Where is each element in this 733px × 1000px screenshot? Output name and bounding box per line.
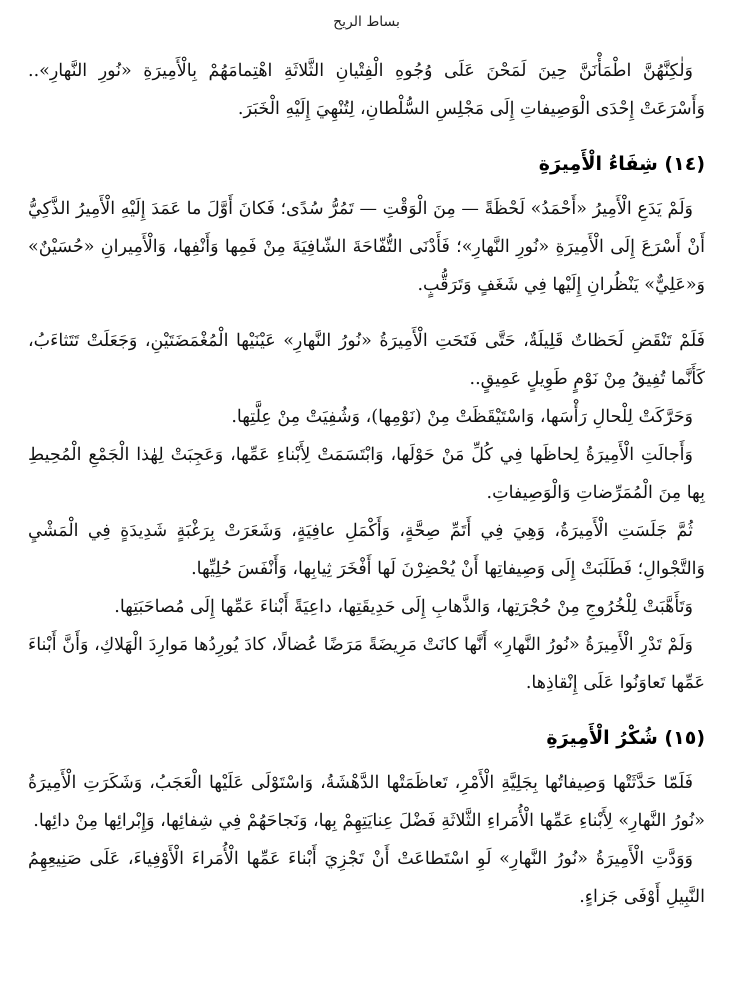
section-15-paragraph-1: فَلَمّا حَدَّثَتْها وَصِيفاتُها بِجَلِيَّةِ الْأَمْرِ، تَعاظَمَتْها الدَّهْشَةُ، وَاسْتَوْلَى عَلَيْها الْعَجَبُ، وَشَكَرَتِ الْأَمِيرَةُ «نُورُ النَّهارِ» لِأَبْناءِ عَمِّها الْأُمَراءِ الثَّلاثَةِ فَضْلَ عِنايَتِهِمْ بِها، وَنَجاحَهُمْ فِي شِفائِها، وَإِبْرائِها مِنْ دائِها. <box>28 773 705 831</box>
section-15-paragraph-2: وَوَدَّتِ الْأَمِيرَةُ «نُورُ النَّهارِ» لَوِ اسْتَطاعَتْ أَنْ تَجْزِيَ أَبْناءَ عَمِّها الْأُمَراءَ الْأَوْفِياءَ، عَلَى صَنِيعِهِمُ النَّبِيلِ أَوْفَى جَزاءٍ. <box>28 849 705 907</box>
section-14-paragraph-6: وَتَأَهَّبَتْ لِلْخُرُوجِ مِنْ حُجْرَتِها، وَالذَّهابِ إِلَى حَدِيقَتِها، داعِيَةً أَبْناءَ عَمِّها إِلَى مُصاحَبَتِها. <box>114 597 693 617</box>
section-14-paragraph-3: وَحَرَّكَتْ لِلْحالِ رَأْسَها، وَاسْتَيْقَظَتْ مِنْ (نَوْمِها)، وَشُفِيَتْ مِنْ عِلَّتِها. <box>231 407 693 427</box>
section-14-paragraph-5: ثُمَّ جَلَسَتِ الْأَمِيرَةُ، وَهِيَ فِي أَتَمِّ صِحَّةٍ، وَأَكْمَلِ عافِيَةٍ، وَشَعَرَتْ بِرَغْبَةٍ شَدِيدَةٍ فِي الْمَشْيِ وَالتَّجْوالِ؛ فَطَلَبَتْ إِلَى وَصِيفاتِها أَنْ يُحْضِرْنَ لَها أَفْخَرَ ثِيابِها، وَأَنْفَسَ حُلِيِّها. <box>28 521 705 579</box>
running-header: بساط الريح <box>333 14 400 30</box>
section-14-paragraph-7: وَلَمْ تَدْرِ الْأَمِيرَةُ «نُورُ النَّهارِ» أَنَّها كانَتْ مَرِيضَةً مَرَضًا عُضالًا، كادَ يُورِدُها مَوارِدَ الْهَلاكِ، وَأَنَّ أَبْناءَ عَمِّها تَعاوَنُوا عَلَى إِنْقاذِها. <box>28 635 705 693</box>
section-14-paragraph-4: وَأَجالَتِ الْأَمِيرَةُ لِحاظَها فِي كُلِّ مَنْ حَوْلَها، وَابْتَسَمَتْ لِأَبْناءِ عَمِّها، وَعَجِبَتْ لِهٰذا الْجَمْعِ الْمُحِيطِ بِها مِنَ الْمُمَرِّضاتِ وَالْوَصِيفاتِ. <box>28 445 705 503</box>
section-14-paragraph-1: وَلَمْ يَدَعِ الْأَمِيرُ «أَحْمَدُ» لَحْظَةً — مِنَ الْوَقْتِ — تَمُرُّ سُدًى؛ فَكانَ أَوَّلَ ما عَمَدَ إِلَيْهِ الْأَمِيرُ الذَّكِيُّ أَنْ أَسْرَعَ إِلَى الْأَمِيرَةِ «نُورِ النَّهارِ»؛ فَأَدْنَى التُّفّاحَةَ الشّافِيَةَ مِنْ فَمِها وَأَنْفِها، وَالْأَمِيرانِ «حُسَيْنٌ» وَ«عَلِيٌّ» يَنْظُرانِ إِلَيْها فِي شَغَفٍ وَتَرَقُّبٍ. <box>28 199 705 295</box>
intro-paragraph: وَلٰكِنَّهُنَّ اطْمَأْنَنَّ حِينَ لَمَحْنَ عَلَى وُجُوهِ الْفِتْيانِ الثَّلاثَةِ اهْتِمامَهُمْ بِالْأَمِيرَةِ «نُورِ النَّهارِ».. وَأَسْرَعَتْ إِحْدَى الْوَصِيفاتِ إِلَى مَجْلِسِ السُّلْطانِ، لِتُنْهِيَ إِلَيْهِ الْخَبَرَ. <box>28 61 705 119</box>
section-14-heading: (١٤) شِفَاءُ الْأَمِيرَةِ <box>538 153 705 175</box>
body-text <box>28 52 705 916</box>
section-15-heading: (١٥) شُكْرُ الْأَمِيرَةِ <box>546 727 705 749</box>
section-14-paragraph-2: فَلَمْ تَنْقَضِ لَحَظاتٌ قَلِيلَةٌ، حَتَّى فَتَحَتِ الْأَمِيرَةُ «نُورُ النَّهارِ» عَيْنَيْها الْمُغْمَضَتَيْنِ، وَجَعَلَتْ تَتَثاءَبُ، كَأَنَّما تُفِيقُ مِنْ نَوْمٍ طَوِيلٍ عَمِيقٍ.. <box>28 331 705 389</box>
